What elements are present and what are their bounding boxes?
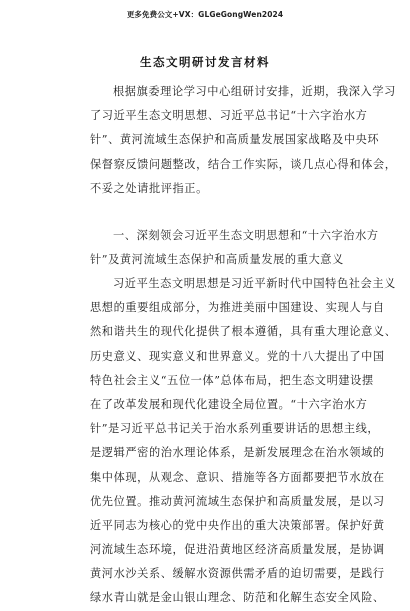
- text-line: 集中体现，从观念、意识、措施等各方面都要把节水放在: [90, 470, 385, 484]
- text-line: 然和谐共生的现代化提供了根本遵循，具有重大理论意义、: [90, 325, 397, 339]
- text-line: 根据旗委理论学习中心组研讨安排，近期，我深入学习: [113, 85, 396, 98]
- text-line: 了习近平生态文明思想、习近平总书记“十六字治水方: [90, 109, 368, 123]
- text-line: 绿水青山就是金山银山理念、防范和化解生态安全风险、: [90, 591, 385, 605]
- text-line: 黄河水沙关系、缓解水资源供需矛盾的迫切需要，是践行: [90, 567, 385, 581]
- text-line: 保督察反馈问题整改，结合工作实际，谈几点心得和体会，: [90, 157, 397, 171]
- text-line: 不妥之处请批评指正。: [90, 181, 208, 195]
- document-title: 生态文明研讨发言材料: [140, 55, 270, 69]
- section-heading: [90, 224, 379, 272]
- text-line: 特色社会主义“五位一体”总体布局，把生态文明建设摆: [90, 373, 374, 387]
- text-line: 在了改革发展和现代化建设全局位置。“十六字治水方: [90, 397, 368, 411]
- text-line: 一、深刻领会习近平生态文明思想和“十六字治水方: [113, 229, 379, 242]
- text-line: 近平同志为核心的党中央作出的重大决策部署。保护好黄: [90, 518, 385, 532]
- text-line: 针”及黄河流域生态保护和高质量发展的重大意义: [90, 253, 344, 267]
- body-paragraph: [90, 272, 397, 611]
- intro-paragraph: [90, 80, 397, 201]
- text-line: 历史意义、现实意义和世界意义。党的十八大提出了中国: [90, 349, 385, 363]
- text-line: 优先位置。推动黄河流域生态保护和高质量发展，是以习: [90, 494, 385, 508]
- text-line: 习近平生态文明思想是习近平新时代中国特色社会主义: [113, 277, 396, 290]
- text-line: 河流域生态环境，促进沿黄地区经济高质量发展，是协调: [90, 543, 385, 557]
- text-line: 是逻辑严密的治水理论体系，是新发展理念在治水领域的: [90, 446, 385, 460]
- text-line: 思想的重要组成部分，为推进美丽中国建设、实现人与自: [90, 301, 385, 315]
- header-note: 更多免费公文+VX：GLGeGongWen2024: [126, 10, 284, 19]
- text-line: 针”、黄河流域生态保护和高质量发展国家战略及中央环: [90, 133, 380, 147]
- text-line: 针”是习近平总书记关于治水系列重要讲话的思想主线，: [90, 422, 380, 436]
